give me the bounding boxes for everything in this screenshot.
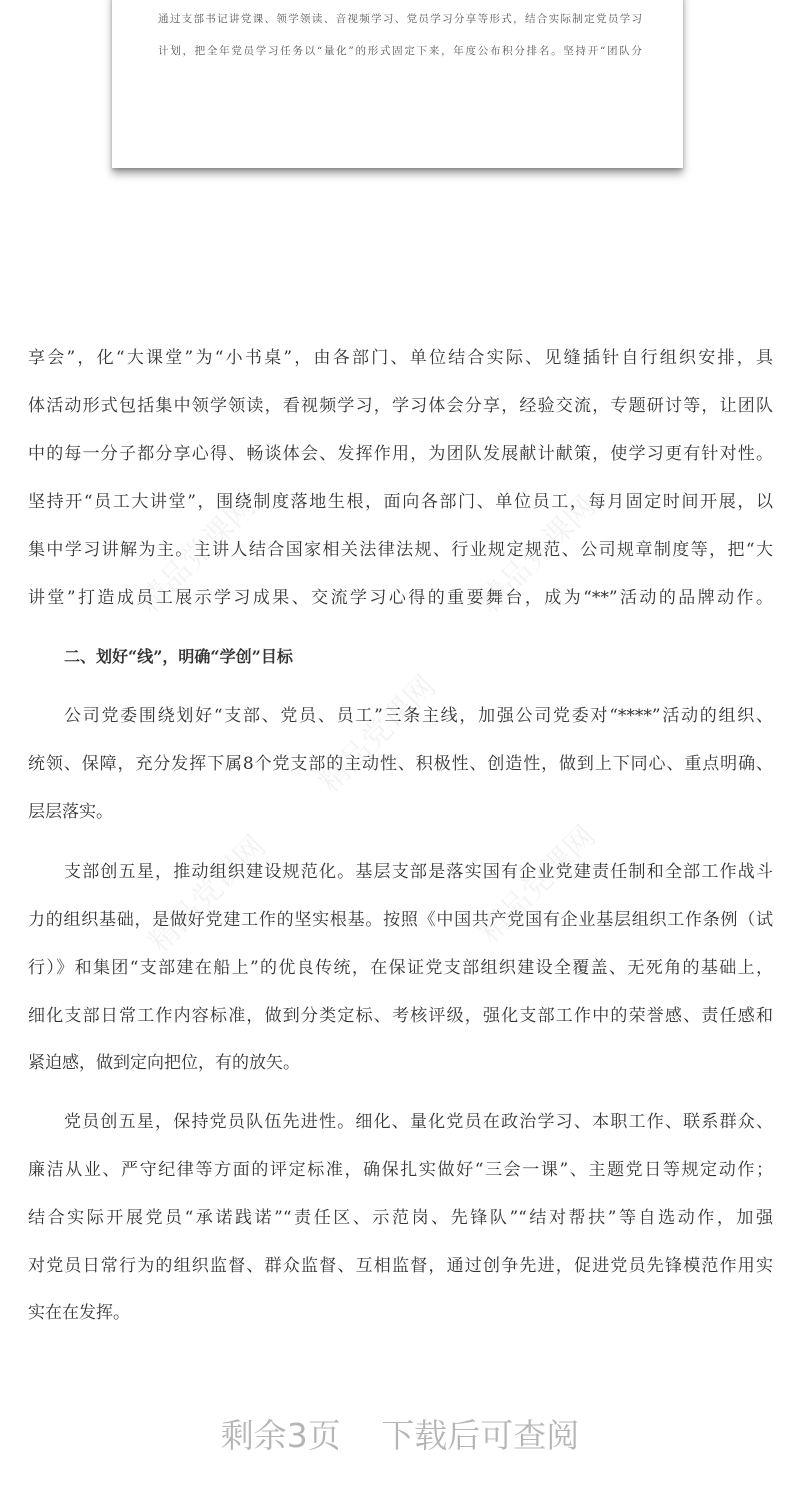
text-line: 集中学习讲解为主。主讲人结合国家相关法律法规、行业规定规范、公司规章制度等，把“大: [28, 540, 773, 560]
section-heading: 二、划好“线”，明确“学创”目标: [64, 647, 293, 666]
text-line: 对党员日常行为的组织监督、群众监督、互相监督，通过创争先进，促进党员先锋模范作用实: [28, 1256, 773, 1276]
watermark: 精品党课网: [472, 489, 603, 620]
text-line: 层层落实。: [28, 802, 113, 822]
watermark: 精品党课网: [132, 489, 263, 620]
watermark: 精品党课网: [472, 819, 603, 950]
text-line: 享会”，化“大课堂”为“小书桌”，由各部门、单位结合实际、见缝插针自行组织安排，具: [28, 348, 773, 368]
text-line: 结合实际开展党员“承诺践诺”“责任区、示范岗、先锋队”“结对帮扶”等自选动作，加强: [28, 1208, 773, 1228]
text-line: 体活动形式包括集中领学领读，看视频学习，学习体会分享，经验交流，专题研讨等，让团队: [28, 396, 773, 416]
text-line: 廉洁从业、严守纪律等方面的评定标准，确保扎实做好“三会一课”、主题党日等规定动作；: [28, 1160, 773, 1180]
remaining-pages-notice[interactable]: 剩余3页 下载后可查阅: [220, 1416, 580, 1455]
text-line: 力的组织基础，是做好党建工作的坚实根基。按照《中国共产党国有企业基层组织工作条例（试: [28, 910, 773, 930]
text-line: 党员创五星，保持党员队伍先进性。细化、量化党员在政治学习、本职工作、联系群众、: [64, 1112, 773, 1132]
text-line: 讲堂”打造成员工展示学习成果、交流学习心得的重要舞台，成为“**”活动的品牌动作。: [28, 588, 773, 608]
text-line: 中的每一分子都分享心得、畅谈体会、发挥作用，为团队发展献计献策，使学习更有针对性。: [28, 444, 773, 464]
watermark: 精品党课网: [312, 669, 443, 800]
preview-line: 通过支部书记讲党课、领学领读、音视频学习、党员学习分享等形式，结合实际制定党员学习: [158, 13, 642, 25]
text-line: 实在在发挥。: [28, 1303, 130, 1323]
document-preview-card: [112, 0, 683, 168]
watermark: 精品党课网: [142, 829, 273, 960]
preview-line: 计划，把全年党员学习任务以“量化”的形式固定下来，年度公布积分排名。坚持开“团队分: [158, 45, 642, 57]
text-line: 统领、保障，充分发挥下属8个党支部的主动性、积极性、创造性，做到上下同心、重点明确、: [28, 754, 773, 774]
text-line: 细化支部日常工作内容标准，做到分类定标、考核评级，强化支部工作中的荣誉感、责任感和: [28, 1006, 773, 1026]
text-line: 支部创五星，推动组织建设规范化。基层支部是落实国有企业党建责任制和全部工作战斗: [64, 862, 773, 882]
text-line: 紧迫感，做到定向把位，有的放矢。: [28, 1053, 300, 1073]
text-line: 坚持开“员工大讲堂”，围绕制度落地生根，面向各部门、单位员工，每月固定时间开展，以: [28, 492, 773, 512]
text-line: 行）》和集团“支部建在船上”的优良传统，在保证党支部组织建设全覆盖、无死角的基础上，: [28, 958, 773, 978]
text-line: 公司党委围绕划好“支部、党员、员工”三条主线，加强公司党委对“****”活动的组织、: [64, 706, 773, 726]
